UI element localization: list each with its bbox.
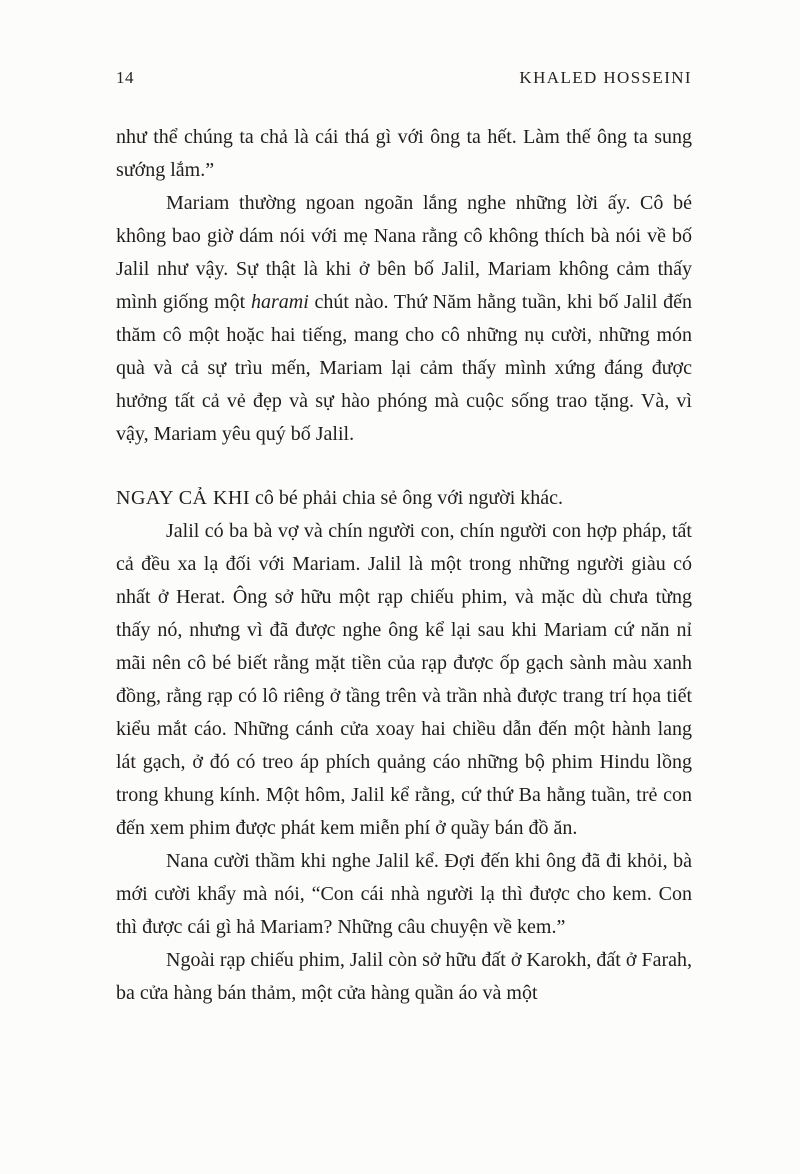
paragraph-text: Mariam thường ngoan ngoãn lắng nghe những lời ấy. Cô bé không bao giờ dám nói với mẹ Nana rằng cô không thích bà nói về bố Jalil như vậy. Sự thật là khi ở bên bố Jalil, Mariam không cảm thấy mình giống một xyxy=(116,192,692,313)
section-start-paragraph xyxy=(116,482,692,515)
paragraph xyxy=(116,187,692,451)
page-header xyxy=(116,68,692,88)
running-header-author: KHALED HOSSEINI xyxy=(519,68,692,87)
page-number: 14 xyxy=(116,68,134,87)
paragraph: Ngoài rạp chiếu phim, Jalil còn sở hữu đất ở Karokh, đất ở Farah, ba cửa hàng bán thảm, một cửa hàng quần áo và một xyxy=(116,949,692,1004)
page-body xyxy=(116,121,692,1010)
paragraph-text: chút nào. Thứ Năm hằng tuần, khi bố Jalil đến thăm cô một hoặc hai tiếng, mang cho cô những nụ cười, những món quà và cả sự trìu mến, Mariam lại cảm thấy mình xứng đáng được hưởng tất cả vẻ đẹp và sự hào phóng mà cuộc sống trao tặng. Và, vì vậy, Mariam yêu quý bố Jalil. xyxy=(116,291,692,445)
paragraph: Jalil có ba bà vợ và chín người con, chín người con hợp pháp, tất cả đều xa lạ đối với Mariam. Jalil là một trong những người giàu có nhất ở Herat. Ông sở hữu một rạp chiếu phim, và mặc dù chưa từng thấy nó, nhưng vì đã được nghe ông kể lại sau khi Mariam cứ năn nỉ mãi nên cô bé biết rằng mặt tiền của rạp được ốp gạch sành màu xanh đồng, rằng rạp có lô riêng ở tầng trên và trần nhà được trang trí họa tiết kiểu mắt cáo. Những cánh cửa xoay hai chiều dẫn đến một hành lang lát gạch, ở đó có treo áp phích quảng cáo những bộ phim Hindu lồng trong khung kính. Một hôm, Jalil kể rằng, cứ thứ Ba hằng tuần, trẻ con đến xem phim được phát kem miễn phí ở quầy bán đồ ăn. xyxy=(116,520,692,839)
paragraph-text: cô bé phải chia sẻ ông với người khác. xyxy=(250,487,564,509)
italic-term: harami xyxy=(250,291,309,313)
paragraph: Nana cười thầm khi nghe Jalil kể. Đợi đến khi ông đã đi khỏi, bà mới cười khẩy mà nói, “Con cái nhà người lạ thì được cho kem. Con thì được cái gì hả Mariam? Những câu chuyện về kem.” xyxy=(116,850,692,938)
section-opening-caps: NGAY CẢ KHI xyxy=(116,487,251,509)
paragraph-continuation: như thể chúng ta chả là cái thá gì với ông ta hết. Làm thế ông ta sung sướng lắm.” xyxy=(116,126,692,181)
